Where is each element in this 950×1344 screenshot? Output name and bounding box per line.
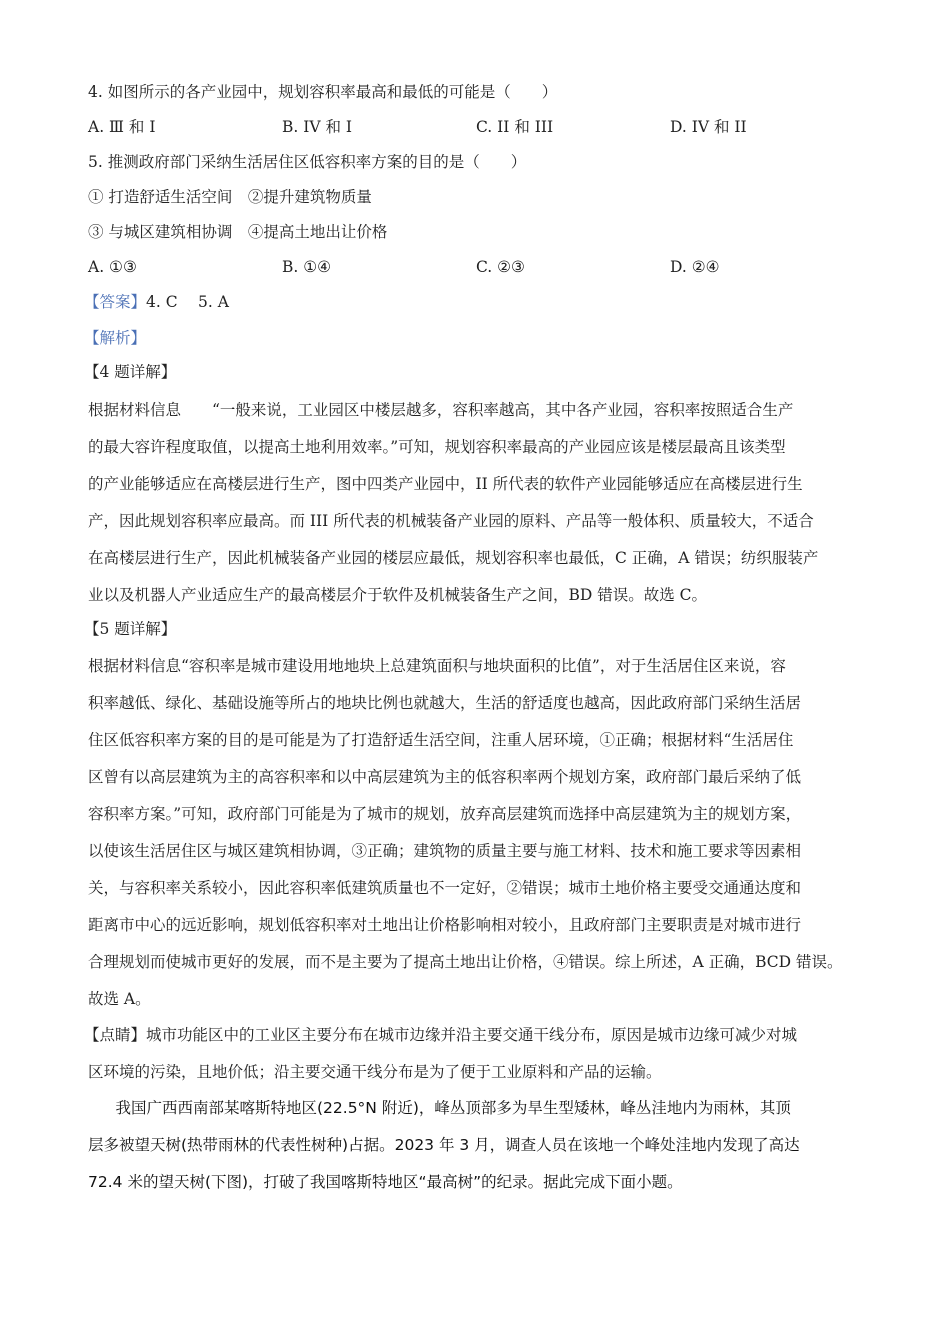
detail-4-line-4: 产，因此规划容积率应最高。而 III 所代表的机械装备产业园的原料、产品等一般体积、质量较大，不适合	[88, 512, 814, 530]
question-4-option-a: A. Ⅲ 和 I	[88, 118, 156, 136]
detail-5-line-2: 积率越低、绿化、基础设施等所占的地块比例也就越大，生活的舒适度也越高，因此政府部门采纳生活居	[88, 694, 802, 712]
answer-line	[84, 292, 229, 312]
comment-text-1: 城市功能区中的工业区主要分布在城市边缘并沿主要交通干线分布，原因是城市边缘可减少对城	[146, 1026, 798, 1044]
detail-5-line-3: 住区低容积率方案的目的是可能是为了打造舒适生活空间，注重人居环境，①正确；根据材料“生活居住	[88, 731, 794, 749]
question-4-stem: 4. 如图所示的各产业园中，规划容积率最高和最低的可能是（ ）	[88, 83, 558, 101]
detail-4-line-2: 的最大容许程度取值，以提高土地利用效率。”可知，规划容积率最高的产业园应该是楼层最高且该类型	[88, 438, 786, 456]
detail-4-line-1: 根据材料信息 “一般来说，工业园区中楼层越多，容积率越高，其中各产业园，容积率按照适合生产	[88, 401, 794, 419]
answer-text: 4. C 5. A	[146, 293, 229, 311]
question-5-option-c: C. ②③	[476, 258, 525, 276]
question-5-stem: 5. 推测政府部门采纳生活居住区低容积率方案的目的是（ ）	[88, 153, 527, 171]
detail-4-line-5: 在高楼层进行生产，因此机械装备产业园的楼层应最低，规划容积率也最低，C 正确，A 错误；纺织服装产	[88, 549, 819, 567]
detail-5-heading: 【5 题详解】	[84, 620, 177, 638]
detail-5-line-9: 合理规划而使城市更好的发展，而不是主要为了提高土地出让价格，④错误。综上所述，A 正确，BCD 错误。	[88, 953, 843, 971]
passage-line-2: 层多被望天树(热带雨林的代表性树种)占据。2023 年 3 月，调查人员在该地一个峰处洼地内发现了高达	[88, 1136, 800, 1154]
question-5-option-a: A. ①③	[88, 258, 137, 276]
analysis-label: 【解析】	[84, 329, 147, 347]
question-4-option-c: C. II 和 III	[476, 118, 554, 136]
question-4-option-b: B. IV 和 I	[282, 118, 353, 136]
answer-label: 【答案】	[84, 293, 147, 311]
question-5-option-b: B. ①④	[282, 258, 332, 276]
passage-line-3: 72.4 米的望天树(下图)，打破了我国喀斯特地区“最高树”的纪录。据此完成下面小题。	[88, 1173, 683, 1191]
detail-5-line-8: 距离市中心的远近影响，规划低容积率对土地出让价格影响相对较小，且政府部门主要职责是对城市进行	[88, 916, 802, 934]
comment-line-1	[84, 1023, 874, 1045]
question-4-option-d: D. IV 和 II	[670, 118, 747, 136]
question-5-items-1: ① 打造舒适生活空间 ②提升建筑物质量	[88, 188, 372, 206]
question-5-items-2: ③ 与城区建筑相协调 ④提高土地出让价格	[88, 223, 388, 241]
detail-4-heading: 【4 题详解】	[84, 363, 177, 381]
detail-5-line-10: 故选 A。	[88, 990, 151, 1008]
detail-5-line-5: 容积率方案。”可知，政府部门可能是为了城市的规划，放弃高层建筑而选择中高层建筑为主的规划方案，	[88, 805, 802, 823]
detail-5-line-7: 关，与容积率关系较小，因此容积率低建筑质量也不一定好，②错误；城市土地价格主要受交通通达度和	[88, 879, 802, 897]
comment-label: 【点睛】	[84, 1026, 147, 1044]
question-5-option-d: D. ②④	[670, 258, 720, 276]
detail-5-line-1: 根据材料信息“容积率是城市建设用地地块上总建筑面积与地块面积的比值”，对于生活居住区来说，容	[88, 657, 786, 675]
detail-5-line-4: 区曾有以高层建筑为主的高容积率和以中高层建筑为主的低容积率两个规划方案，政府部门最后采纳了低	[88, 768, 802, 786]
detail-4-line-3: 的产业能够适应在高楼层进行生产，图中四类产业园中，II 所代表的软件产业园能够适应在高楼层进行生	[88, 475, 803, 493]
detail-5-line-6: 以使该生活居住区与城区建筑相协调，③正确；建筑物的质量主要与施工材料、技术和施工要求等因素相	[88, 842, 802, 860]
passage-line-1: 我国广西西南部某喀斯特地区(22.5°N 附近)，峰丛顶部多为旱生型矮林，峰丛洼地内为雨林，其顶	[100, 1099, 791, 1117]
comment-line-2: 区环境的污染，且地价低；沿主要交通干线分布是为了便于工业原料和产品的运输。	[88, 1063, 662, 1081]
detail-4-line-6: 业以及机器人产业适应生产的最高楼层介于软件及机械装备生产之间，BD 错误。故选 C。	[88, 586, 708, 604]
